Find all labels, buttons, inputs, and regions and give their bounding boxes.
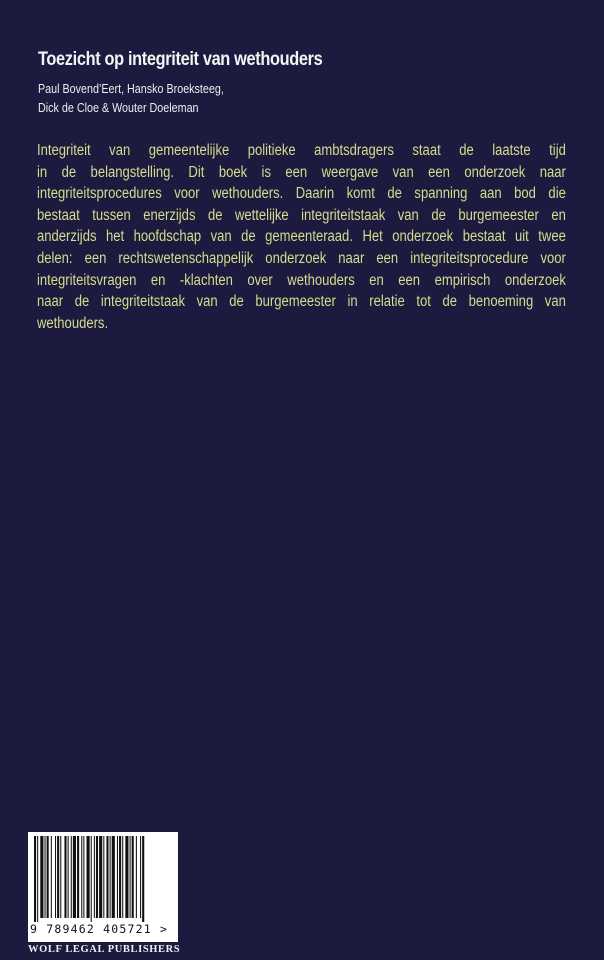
barcode-bar [119,836,121,918]
author-line: Dick de Cloe & Wouter Doeleman [38,101,199,115]
barcode-bar [117,836,118,918]
barcode-bar [60,836,61,918]
barcode-bar [73,836,76,918]
barcode-bar [64,836,66,918]
barcode-bar [106,836,108,918]
barcode-icon [28,832,178,922]
barcode-bar [96,836,98,918]
blurb-line: anderzijds het hoofdschap van de gemeenteraad. Het onderzoek bestaat uit twee [37,228,566,246]
barcode-bar [57,836,59,918]
barcode-bar [94,836,95,918]
barcode-bar [37,836,38,922]
blurb-line: delen: een rechtswetenschappelijk onderzoek naar een integriteitsprocedure voor [37,249,566,267]
barcode-bar [91,836,92,922]
barcode-bar [130,836,131,918]
barcode-bar [87,836,90,918]
blurb-line: integriteitsvragen en -klachten over wethouders en een empirisch onderzoek [37,271,566,289]
barcode-bar [83,836,84,918]
isbn-barcode [28,832,178,942]
book-title: Toezicht op integriteit van wethouders [38,49,323,70]
author-list [38,80,224,118]
barcode-bar [136,836,137,918]
barcode-bar [40,836,43,918]
barcode-bar [132,836,134,918]
isbn-number: 9 789462 405721 > [30,922,169,936]
barcode-bar [103,836,104,918]
blurb-line: Integriteit van gemeentelijke politieke ambtsdragers staat de laatste tijd [37,142,566,159]
blurb-line: integriteitsprocedures voor wethouders. Daarin komt de spanning aan bod die [37,185,566,203]
blurb-line: bestaat tussen enerzijds de wettelijke integriteitstaak van de burgemeester en [37,206,566,224]
barcode-bar [47,836,49,918]
barcode-bar [68,836,69,918]
barcode-bar [55,836,56,918]
blurb-line: wethouders. [37,314,109,332]
book-blurb [37,140,566,334]
barcode-bar [81,836,82,918]
blurb-line: in de belangstelling. Dit boek is een weergave van een onderzoek naar [37,163,566,181]
barcode-bar [125,836,128,918]
barcode-bar [112,836,115,918]
blurb-line: naar de integriteitstaak van de burgemeester in relatie tot de benoeming van [37,293,566,311]
publisher-name: WOLF LEGAL PUBLISHERS [28,944,181,955]
barcode-bar [77,836,79,918]
barcode-bar [99,836,102,918]
barcode-bar [45,836,46,918]
barcode-bar [51,836,52,918]
author-line: Paul Bovend’Eert, Hansko Broeksteeg, [38,82,224,96]
barcode-bar [122,836,123,918]
barcode-bar [71,836,72,918]
barcode-bar [110,836,111,918]
barcode-bar [140,836,141,918]
barcode-bar [142,836,144,922]
barcode-bar [34,836,36,922]
